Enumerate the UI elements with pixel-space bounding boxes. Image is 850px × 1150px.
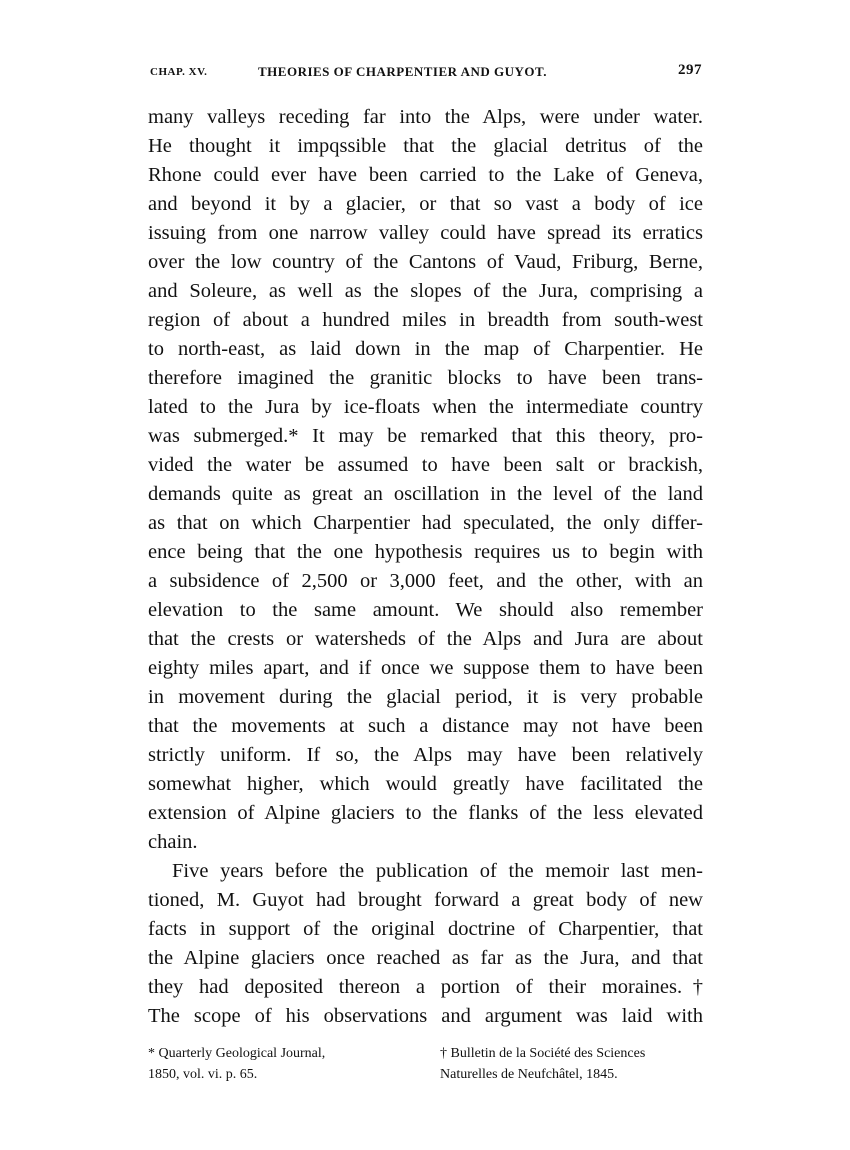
footnote-2 xyxy=(440,1043,704,1085)
text-line: Rhone could ever have been carried to the Lake of Geneva, xyxy=(148,164,703,186)
footnote-line: † Bulletin de la Société des Sciences xyxy=(440,1046,646,1061)
footnote-line: Naturelles de Neufchâtel, 1845. xyxy=(440,1067,618,1082)
running-title: THEORIES OF CHARPENTIER AND GUYOT. xyxy=(258,64,547,79)
footnotes xyxy=(148,1043,704,1087)
running-header xyxy=(150,62,702,86)
paragraph-first-line: Five years before the publication of the memoir last men- xyxy=(172,860,703,882)
chapter-label: CHAP. XV. xyxy=(150,66,208,78)
text-line: extension of Alpine glaciers to the flanks of the less elevated xyxy=(148,802,703,824)
text-line: demands quite as great an oscillation in the level of the land xyxy=(148,483,703,505)
text-line: elevation to the same amount. We should also remember xyxy=(148,599,703,621)
text-line: and beyond it by a glacier, or that so vast a body of ice xyxy=(148,193,703,215)
text-line: facts in support of the original doctrine of Charpentier, that xyxy=(148,918,703,940)
text-line: over the low country of the Cantons of Vaud, Friburg, Berne, xyxy=(148,251,703,273)
text-line: strictly uniform. If so, the Alps may have been relatively xyxy=(148,744,703,766)
text-line: they had deposited thereon a portion of their moraines.† xyxy=(148,976,703,998)
text-line: somewhat higher, which would greatly have facilitated the xyxy=(148,773,703,795)
text-line: chain. xyxy=(148,831,198,853)
text-line: lated to the Jura by ice-floats when the intermediate country xyxy=(148,396,703,418)
text-line: eighty miles apart, and if once we suppose them to have been xyxy=(148,657,703,679)
text-line: as that on which Charpentier had speculated, the only differ- xyxy=(148,512,703,534)
text-line: that the movements at such a distance may not have been xyxy=(148,715,703,737)
text-line: region of about a hundred miles in breadth from south-west xyxy=(148,309,703,331)
text-line: tioned, M. Guyot had brought forward a great body of new xyxy=(148,889,703,911)
text-line: many valleys receding far into the Alps, were under water. xyxy=(148,106,703,128)
text-line: a subsidence of 2,500 or 3,000 feet, and the other, with an xyxy=(148,570,703,592)
text-line: ence being that the one hypothesis requires us to begin with xyxy=(148,541,703,563)
footnote-line: * Quarterly Geological Journal, xyxy=(148,1046,326,1061)
footnote-1 xyxy=(148,1043,418,1085)
footnote-line: 1850, vol. vi. p. 65. xyxy=(148,1067,258,1082)
text-line: He thought it impqssible that the glacial detritus of the xyxy=(148,135,703,157)
page-number: 297 xyxy=(678,62,702,78)
text-line: The scope of his observations and argument was laid with xyxy=(148,1005,703,1027)
text-line: and Soleure, as well as the slopes of the Jura, comprising a xyxy=(148,280,703,302)
text-line: was submerged.* It may be remarked that this theory, pro- xyxy=(148,425,703,447)
text-line: in movement during the glacial period, it is very probable xyxy=(148,686,703,708)
text-line: to north-east, as laid down in the map of Charpentier. He xyxy=(148,338,703,360)
text-line: the Alpine glaciers once reached as far as the Jura, and that xyxy=(148,947,703,969)
text-line: issuing from one narrow valley could have spread its erratics xyxy=(148,222,703,244)
text-line: that the crests or watersheds of the Alps and Jura are about xyxy=(148,628,703,650)
text-line: therefore imagined the granitic blocks to have been trans- xyxy=(148,367,703,389)
text-line: vided the water be assumed to have been salt or brackish, xyxy=(148,454,703,476)
body-text xyxy=(148,103,703,1031)
